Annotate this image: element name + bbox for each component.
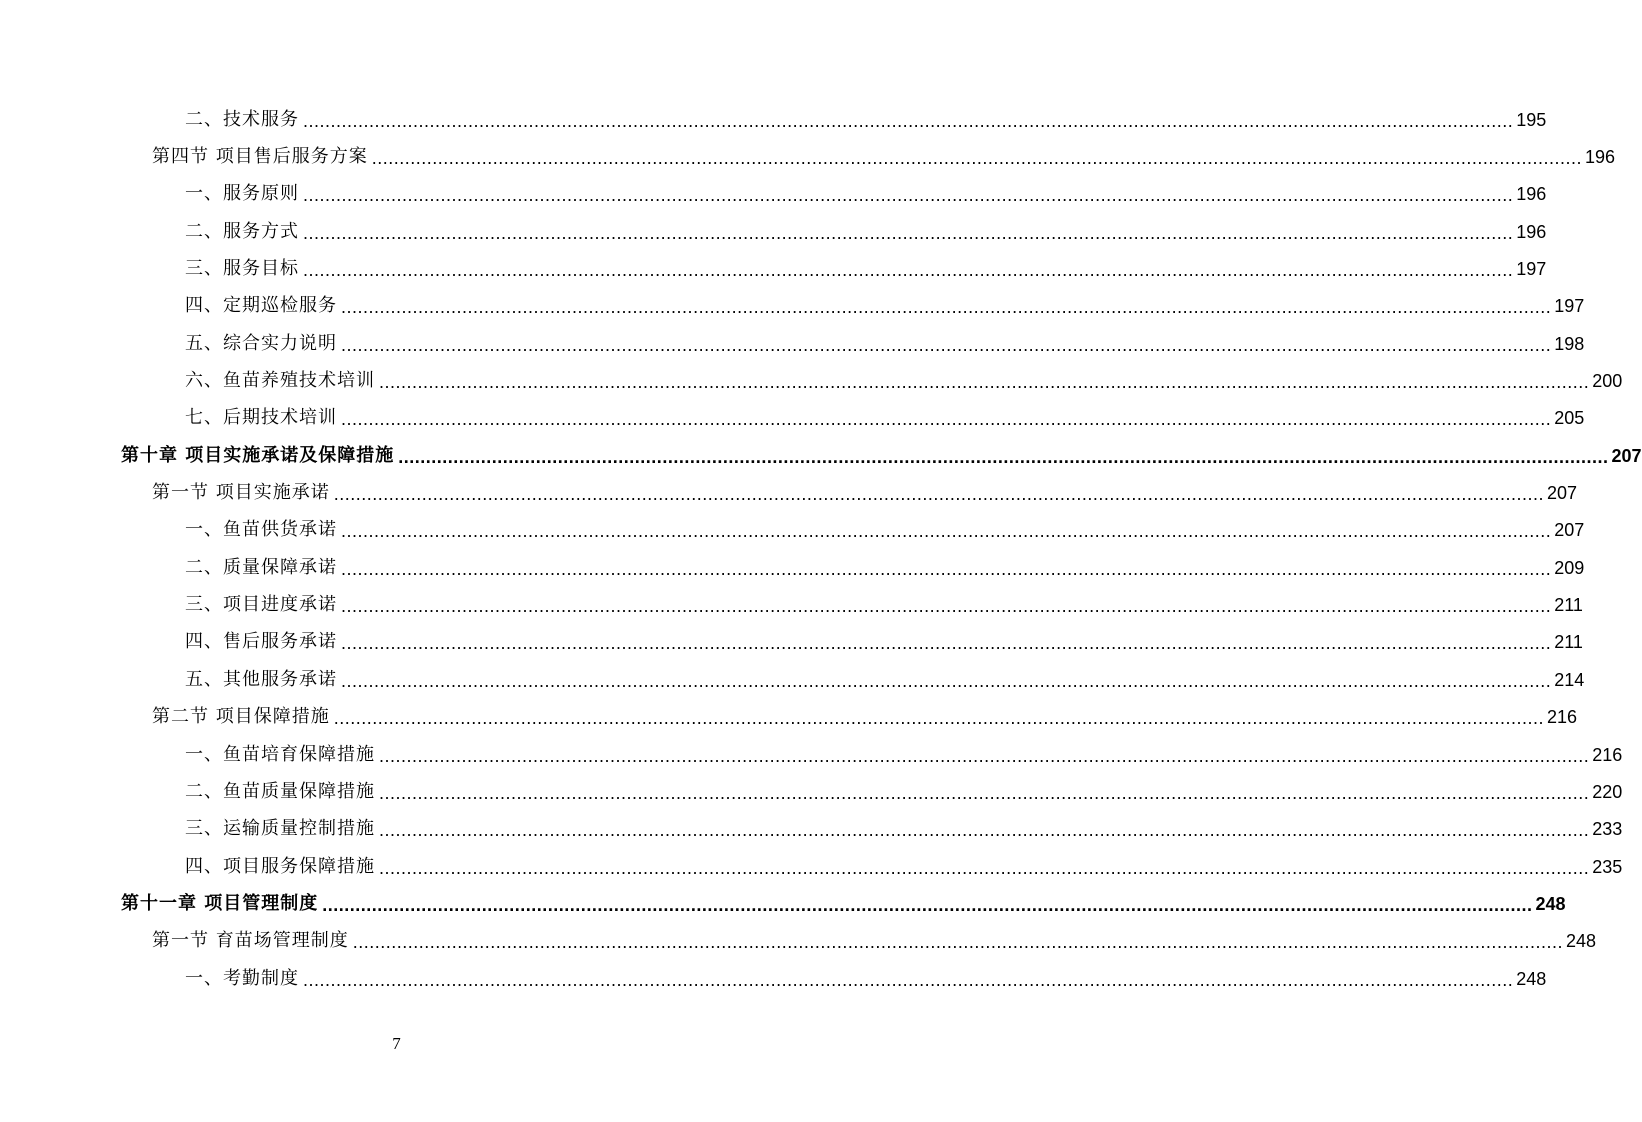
- toc-entry-title: 三、项目进度承诺: [185, 594, 337, 616]
- toc-entry-title: 一、服务原则: [185, 183, 299, 205]
- toc-leader-dots: ............................................................................................................................................................................................................................: [379, 372, 1590, 393]
- toc-entry-title: 四、项目服务保障措施: [185, 855, 375, 877]
- toc-entry-title: 第一节 项目实施承诺: [152, 482, 330, 504]
- toc-leader-dots: ............................................................................................................................................................................................................................: [341, 297, 1552, 318]
- toc-leader-dots: ............................................................................................................................................................................................................................: [341, 521, 1552, 542]
- toc-entry[interactable]: [0, 624, 1583, 661]
- toc-entry-title: 二、鱼苗质量保障措施: [185, 780, 375, 802]
- toc-entry-page: 198: [1554, 333, 1585, 354]
- toc-entry[interactable]: [0, 400, 1585, 437]
- toc-entry[interactable]: [0, 699, 1577, 736]
- toc-entry-title: 二、服务方式: [185, 220, 299, 242]
- toc-entry-page: 248: [1516, 968, 1547, 989]
- toc-entry-page: 209: [1554, 557, 1585, 578]
- toc-leader-dots: ............................................................................................................................................................................................................................: [303, 969, 1514, 990]
- toc-entry-page: 248: [1565, 931, 1596, 952]
- toc-entry-page: 197: [1554, 296, 1585, 317]
- toc-entry-title: 第一节 育苗场管理制度: [152, 930, 349, 952]
- toc-entry-page: 205: [1554, 408, 1585, 429]
- toc-entry[interactable]: [0, 512, 1585, 549]
- toc-entry[interactable]: [0, 586, 1583, 623]
- toc-entry-page: 211: [1554, 632, 1583, 653]
- toc-entry-page: 207: [1554, 520, 1585, 541]
- toc-entry-title: 三、运输质量控制措施: [185, 818, 375, 840]
- toc-entry-title: 一、鱼苗供货承诺: [185, 519, 337, 541]
- toc-leader-dots: ............................................................................................................................................................................................................................: [398, 446, 1609, 467]
- page-number: 7: [392, 1034, 401, 1053]
- toc-entry-page: 196: [1516, 184, 1547, 205]
- toc-entry-page: 233: [1592, 819, 1623, 840]
- toc-entry-page: 216: [1546, 707, 1577, 728]
- toc-entry-page: 196: [1516, 221, 1547, 242]
- toc-entry-title: 四、售后服务承诺: [185, 631, 337, 653]
- toc-leader-dots: ............................................................................................................................................................................................................................: [341, 409, 1552, 430]
- toc-entry-title: 七、后期技术培训: [185, 407, 337, 429]
- toc-leader-dots: ............................................................................................................................................................................................................................: [379, 745, 1590, 766]
- toc-leader-dots: ............................................................................................................................................................................................................................: [379, 820, 1590, 841]
- toc-entry[interactable]: [0, 288, 1585, 325]
- toc-leader-dots: ............................................................................................................................................................................................................................: [341, 633, 1552, 654]
- toc-entry-page: 207: [1611, 445, 1642, 466]
- toc-leader-dots: ............................................................................................................................................................................................................................: [333, 708, 1544, 729]
- toc-leader-dots: ............................................................................................................................................................................................................................: [303, 110, 1514, 131]
- toc-leader-dots: ............................................................................................................................................................................................................................: [371, 148, 1582, 169]
- toc-entry-title: 六、鱼苗养殖技术培训: [185, 370, 375, 392]
- toc-leader-dots: ............................................................................................................................................................................................................................: [333, 484, 1544, 505]
- toc-entry[interactable]: [0, 325, 1585, 362]
- toc-entry-page: 220: [1592, 781, 1623, 802]
- toc-entry-page: 197: [1516, 259, 1547, 280]
- toc-entry-title: 三、服务目标: [185, 258, 299, 280]
- toc-entry[interactable]: [0, 773, 1623, 810]
- toc-leader-dots: ............................................................................................................................................................................................................................: [341, 670, 1552, 691]
- toc-leader-dots: ............................................................................................................................................................................................................................: [379, 782, 1590, 803]
- toc-entry-title: 一、考勤制度: [185, 967, 299, 989]
- toc-entry-page: 214: [1554, 669, 1585, 690]
- toc-entry-page: 248: [1535, 893, 1566, 914]
- toc-entry[interactable]: [0, 661, 1585, 698]
- toc-entry-title: 五、综合实力说明: [185, 332, 337, 354]
- toc-entry[interactable]: [0, 138, 1615, 175]
- toc-leader-dots: ............................................................................................................................................................................................................................: [303, 222, 1514, 243]
- toc-entry-title: 第二节 项目保障措施: [152, 706, 330, 728]
- toc-leader-dots: ............................................................................................................................................................................................................................: [322, 894, 1533, 915]
- toc-entry[interactable]: [0, 923, 1596, 960]
- toc-leader-dots: ............................................................................................................................................................................................................................: [352, 932, 1563, 953]
- toc-leader-dots: ............................................................................................................................................................................................................................: [303, 185, 1514, 206]
- toc-entry-page: 207: [1546, 483, 1577, 504]
- toc-entry[interactable]: [0, 250, 1547, 287]
- toc-entry[interactable]: [0, 549, 1585, 586]
- toc-leader-dots: ............................................................................................................................................................................................................................: [303, 260, 1514, 281]
- toc-entry-title: 第十一章 项目管理制度: [121, 892, 319, 914]
- toc-entry[interactable]: [0, 101, 1547, 138]
- toc-entry[interactable]: [0, 213, 1547, 250]
- toc-entry-page: 216: [1592, 744, 1623, 765]
- toc-entry[interactable]: [0, 811, 1623, 848]
- toc-entry-title: 二、质量保障承诺: [185, 556, 337, 578]
- toc-leader-dots: ............................................................................................................................................................................................................................: [341, 596, 1552, 617]
- toc-entry-title: 第四节 项目售后服务方案: [152, 146, 368, 168]
- toc-entry-page: 196: [1584, 147, 1615, 168]
- toc-entry-page: 195: [1516, 109, 1547, 130]
- toc-entry-title: 五、其他服务承诺: [185, 668, 337, 690]
- toc-entry-title: 第十章 项目实施承诺及保障措施: [121, 444, 395, 466]
- toc-entry-page: 200: [1592, 371, 1623, 392]
- toc-entry[interactable]: [0, 362, 1623, 399]
- toc-entry[interactable]: [0, 885, 1566, 922]
- toc-entry[interactable]: [0, 736, 1623, 773]
- toc-entry-page: 235: [1592, 856, 1623, 877]
- toc-entry-title: 四、定期巡检服务: [185, 295, 337, 317]
- toc-leader-dots: ............................................................................................................................................................................................................................: [341, 558, 1552, 579]
- table-of-contents: [0, 101, 1642, 997]
- toc-leader-dots: ............................................................................................................................................................................................................................: [341, 334, 1552, 355]
- toc-entry-title: 二、技术服务: [185, 108, 299, 130]
- toc-entry[interactable]: [0, 437, 1642, 474]
- toc-entry-title: 一、鱼苗培育保障措施: [185, 743, 375, 765]
- toc-entry-page: 211: [1554, 595, 1583, 616]
- toc-entry[interactable]: [0, 848, 1623, 885]
- toc-entry[interactable]: [0, 176, 1547, 213]
- toc-leader-dots: ............................................................................................................................................................................................................................: [379, 857, 1590, 878]
- toc-entry[interactable]: [0, 474, 1577, 511]
- toc-entry[interactable]: [0, 960, 1547, 997]
